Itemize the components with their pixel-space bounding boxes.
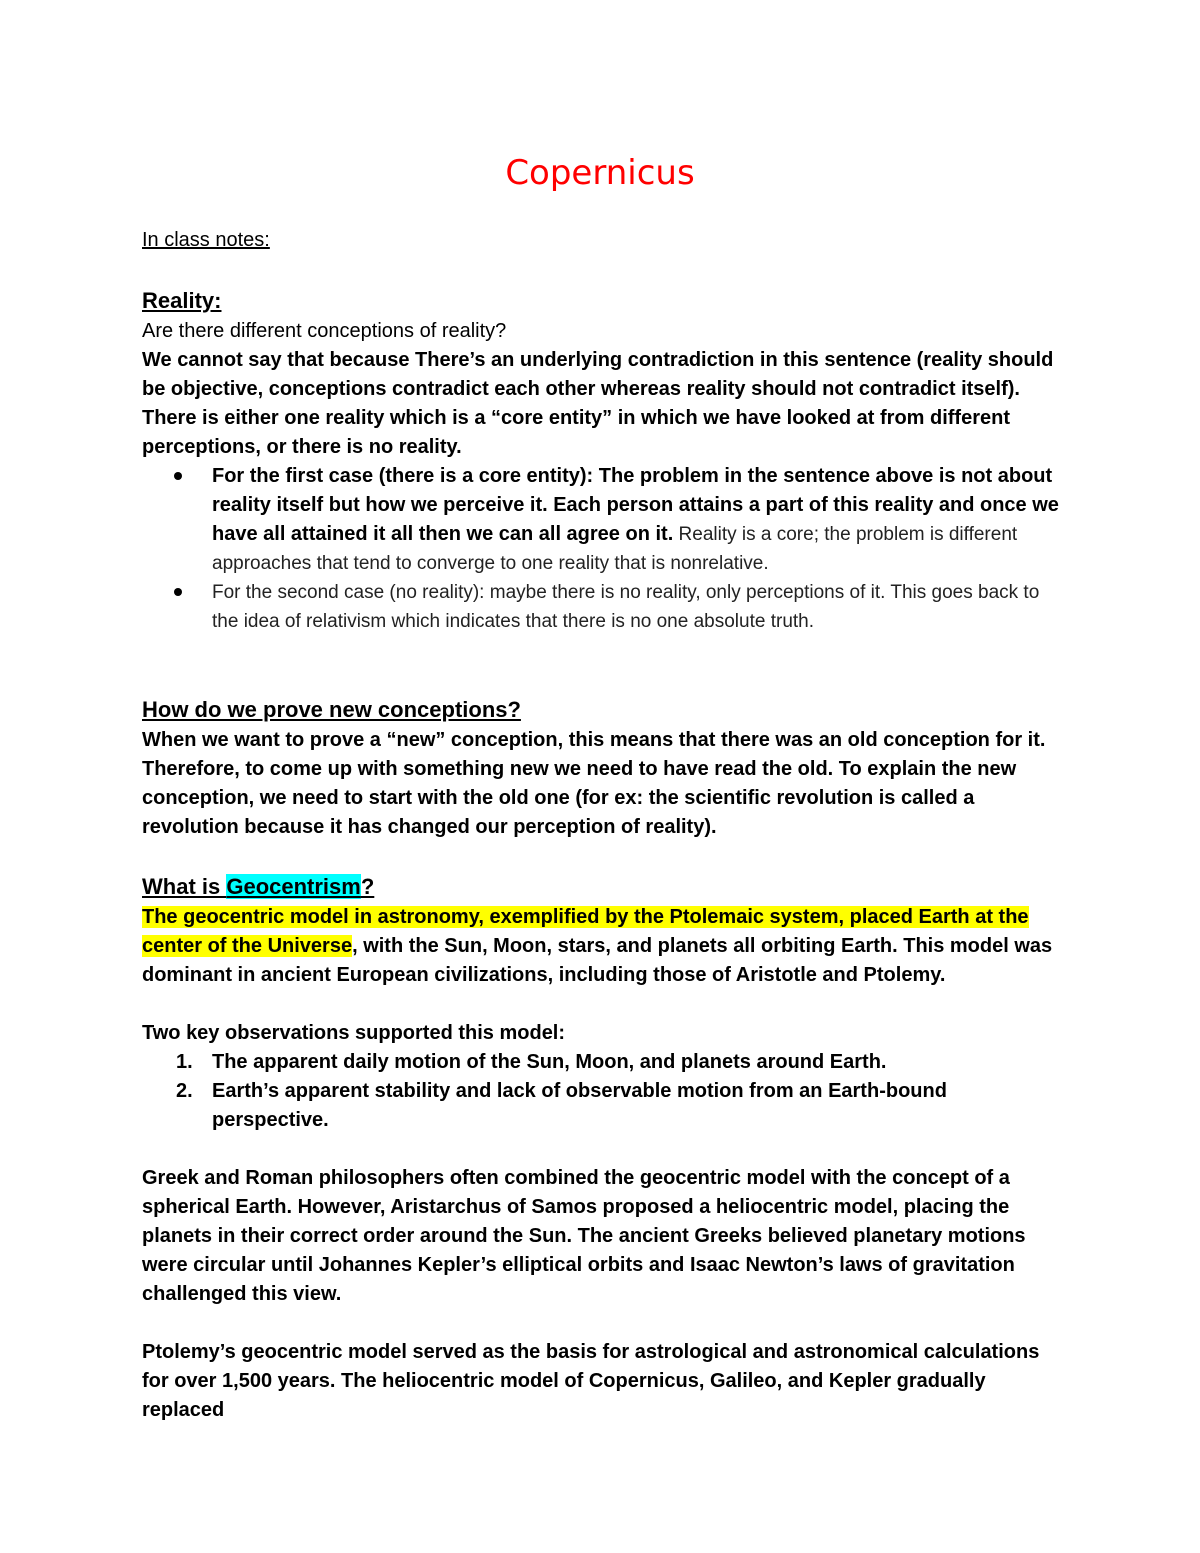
item-text: Earth’s apparent stability and lack of observable motion from an Earth-bound perspective. xyxy=(212,1080,947,1131)
heading-suffix: ? xyxy=(360,874,375,899)
highlighted-definition: The geocentric model in astronomy, exemplified by the Ptolemaic system, placed Earth at the center of the Universe xyxy=(142,906,1029,957)
reality-question: Are there different conceptions of reality? xyxy=(142,320,507,342)
prove-paragraph: When we want to prove a “new” conception, this means that there was an old conception for it. Therefore, to come up with something new we need to have read the old. To explain the new conception, we need to start with the old one (for ex: the scientific revolution is called a revolution because it has changed our perception of reality). xyxy=(142,729,1046,838)
ptolemy-paragraph: Ptolemy’s geocentric model served as the basis for astrological and astronomical calculations for over 1,500 years. The heliocentric model of Copernicus, Galileo, and Kepler gradually replaced xyxy=(142,1341,1040,1421)
bullet-bold-text: For the first case (there is a core entity): The problem in the sentence above is not about reality itself but how we perceive it. Each person attains a part of this reality and once we have all attained it all then we can all agree on it. xyxy=(212,465,1059,545)
geocentrism-term: Geocentrism xyxy=(226,874,361,899)
reality-heading: Reality: xyxy=(142,288,222,313)
history-paragraph: Greek and Roman philosophers often combined the geocentric model with the concept of a spherical Earth. However, Aristarchus of Samos proposed a heliocentric model, placing the planets in their correct order around the Sun. The ancient Greeks believed planetary motions were circular until Johannes Kepler’s elliptical orbits and Isaac Newton’s laws of gravitation challenged this view. xyxy=(142,1167,1026,1305)
bullet-plain-text: For the second case (no reality): maybe there is no reality, only perceptions of it. This goes back to the idea of relativism which indicates that there is no one absolute truth. xyxy=(212,582,1040,632)
observations-intro: Two key observations supported this model: xyxy=(142,1022,566,1044)
list-item xyxy=(212,578,1067,636)
definition-rest: , with the Sun, Moon, stars, and planets all orbiting Earth. This model was dominant in ancient European civilizations, including those of Aristotle and Ptolemy. xyxy=(142,935,1053,986)
reality-paragraph: We cannot say that because There’s an underlying contradiction in this sentence (reality should be objective, conceptions contradict each other whereas reality should not contradict itself). There is either one reality which is a “core entity” in which we have looked at from different perceptions, or there is no reality. xyxy=(142,349,1054,458)
heading-prefix: What is xyxy=(142,874,227,899)
subtitle: In class notes: xyxy=(142,229,270,251)
observations-list xyxy=(142,1048,1067,1135)
item-number: 2. xyxy=(176,1080,193,1102)
reality-bullet-list xyxy=(142,462,1067,636)
geocentrism-heading xyxy=(142,871,1067,903)
list-item xyxy=(176,1048,1067,1077)
bullet-icon xyxy=(174,472,182,480)
list-item xyxy=(212,462,1067,578)
bullet-icon xyxy=(174,588,182,596)
list-item xyxy=(176,1077,1067,1135)
document-body xyxy=(142,226,1067,1425)
bullet-plain-text: Reality is a core; the problem is different approaches that tend to converge to one reality that is nonrelative. xyxy=(212,524,1018,574)
geocentrism-paragraph xyxy=(142,903,1067,990)
prove-heading: How do we prove new conceptions? xyxy=(142,697,521,722)
document-title: Copernicus xyxy=(505,153,695,193)
item-text: The apparent daily motion of the Sun, Moon, and planets around Earth. xyxy=(212,1051,887,1073)
item-number: 1. xyxy=(176,1051,193,1073)
